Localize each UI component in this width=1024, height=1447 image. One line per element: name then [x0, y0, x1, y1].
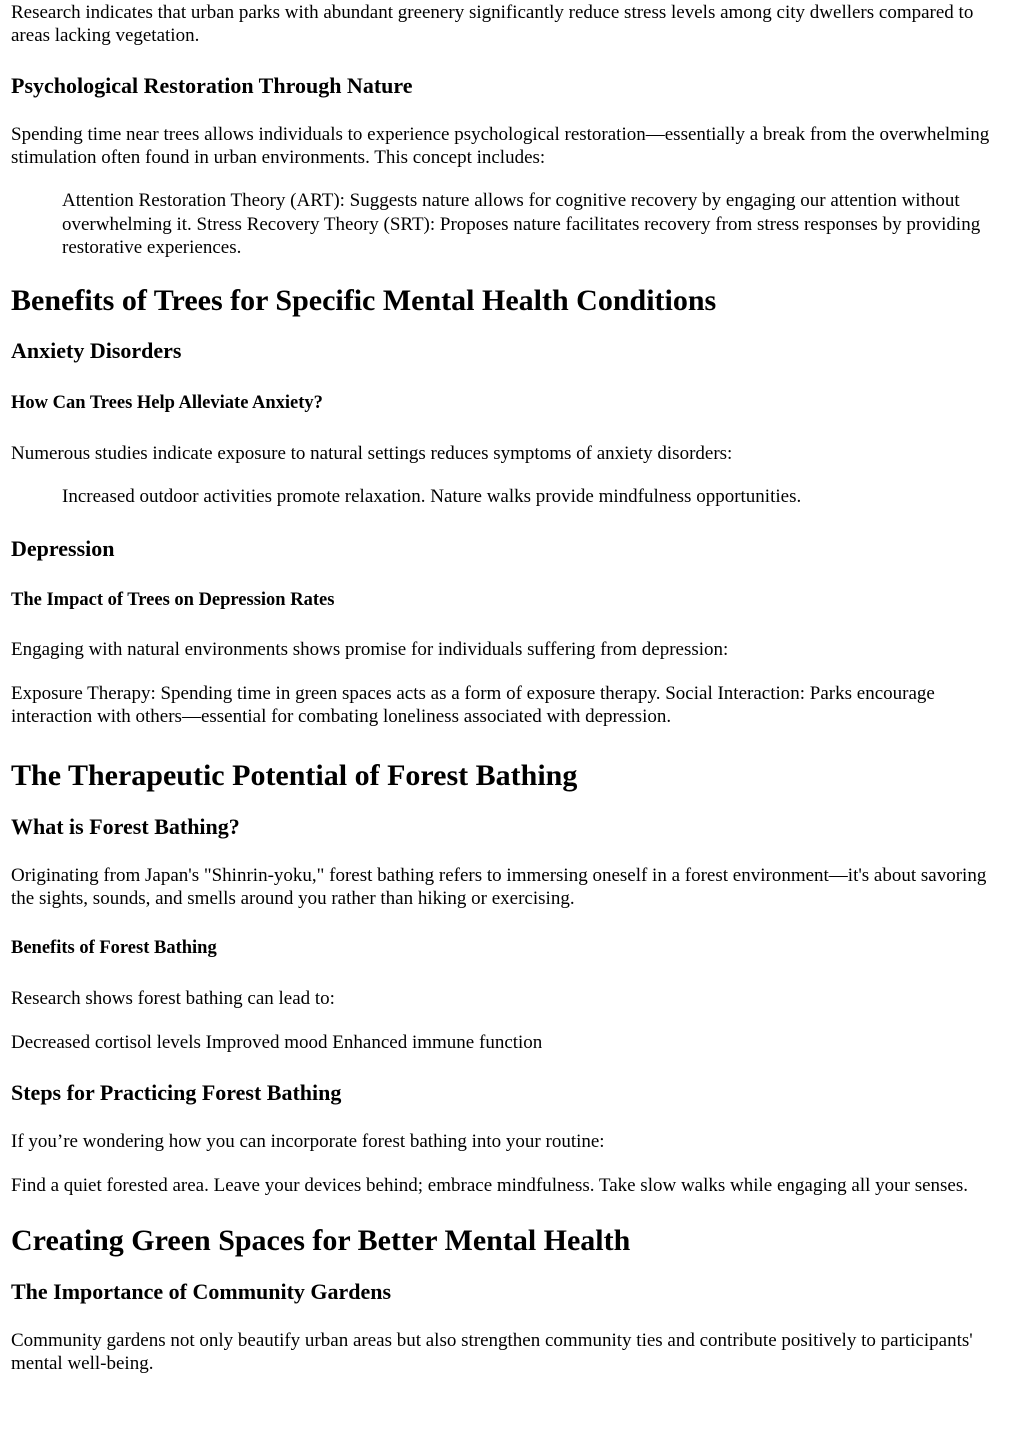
heading-trees-alleviate-anxiety: How Can Trees Help Alleviate Anxiety? [11, 392, 323, 413]
depression-paragraph: Engaging with natural environments shows promise for individuals suffering from depression: [11, 639, 729, 660]
anxiety-activities-quote: Increased outdoor activities promote relaxation. Nature walks provide mindfulness opportunities. [62, 485, 802, 507]
heading-benefits-forest-bathing: Benefits of Forest Bathing [11, 938, 217, 958]
heading-community-gardens: The Importance of Community Gardens [11, 1279, 392, 1304]
restoration-theories-quote: Attention Restoration Theory (ART): Suggests nature allows for cognitive recovery by engaging our attention without overwhelming it. Stress Recovery Theory (SRT): Proposes nature facilitates recovery from stress responses by providing restorative experiences. [62, 190, 981, 258]
heading-forest-bathing: The Therapeutic Potential of Forest Bathing [11, 759, 578, 792]
forest-benefits-list-paragraph: Decreased cortisol levels Improved mood Enhanced immune function [11, 1032, 543, 1053]
forest-bathing-definition-paragraph: Originating from Japan's "Shinrin-yoku," forest bathing refers to immersing oneself in a forest environment—it's about savoring the sights, sounds, and smells around you rather than hiking or exercising. [11, 865, 987, 909]
steps-intro-paragraph: If you’re wondering how you can incorporate forest bathing into your routine: [11, 1131, 605, 1152]
community-gardens-paragraph: Community gardens not only beautify urban areas but also strengthen community ties and contribute positively to participants' mental well-being. [11, 1330, 973, 1374]
steps-list-paragraph: Find a quiet forested area. Leave your devices behind; embrace mindfulness. Take slow walks while engaging all your senses. [11, 1175, 969, 1196]
heading-green-spaces: Creating Green Spaces for Better Mental Health [11, 1224, 631, 1257]
heading-what-is-forest-bathing: What is Forest Bathing? [11, 814, 240, 839]
research-shows-paragraph: Research shows forest bathing can lead to: [11, 988, 335, 1009]
intro-paragraph: Research indicates that urban parks with abundant greenery significantly reduce stress levels among city dwellers compared to areas lacking vegetation. [11, 2, 974, 46]
heading-benefits-conditions: Benefits of Trees for Specific Mental Health Conditions [11, 283, 717, 317]
heading-anxiety-disorders: Anxiety Disorders [11, 337, 182, 363]
psychological-restoration-paragraph: Spending time near trees allows individuals to experience psychological restoration—essentially a break from the overwhelming stimulation often found in urban environments. This concept includes: [11, 124, 990, 168]
article-body [0, 1, 1024, 1375]
depression-list-paragraph: Exposure Therapy: Spending time in green spaces acts as a form of exposure therapy. Social Interaction: Parks encourage interaction with others—essential for combating loneliness associated with depression. [11, 683, 935, 727]
anxiety-paragraph: Numerous studies indicate exposure to natural settings reduces symptoms of anxiety disorders: [11, 442, 733, 464]
heading-trees-depression-rates: The Impact of Trees on Depression Rates [11, 590, 335, 610]
heading-depression: Depression [11, 536, 115, 561]
heading-steps-forest-bathing: Steps for Practicing Forest Bathing [11, 1080, 342, 1105]
heading-psychological-restoration: Psychological Restoration Through Nature [11, 73, 413, 98]
